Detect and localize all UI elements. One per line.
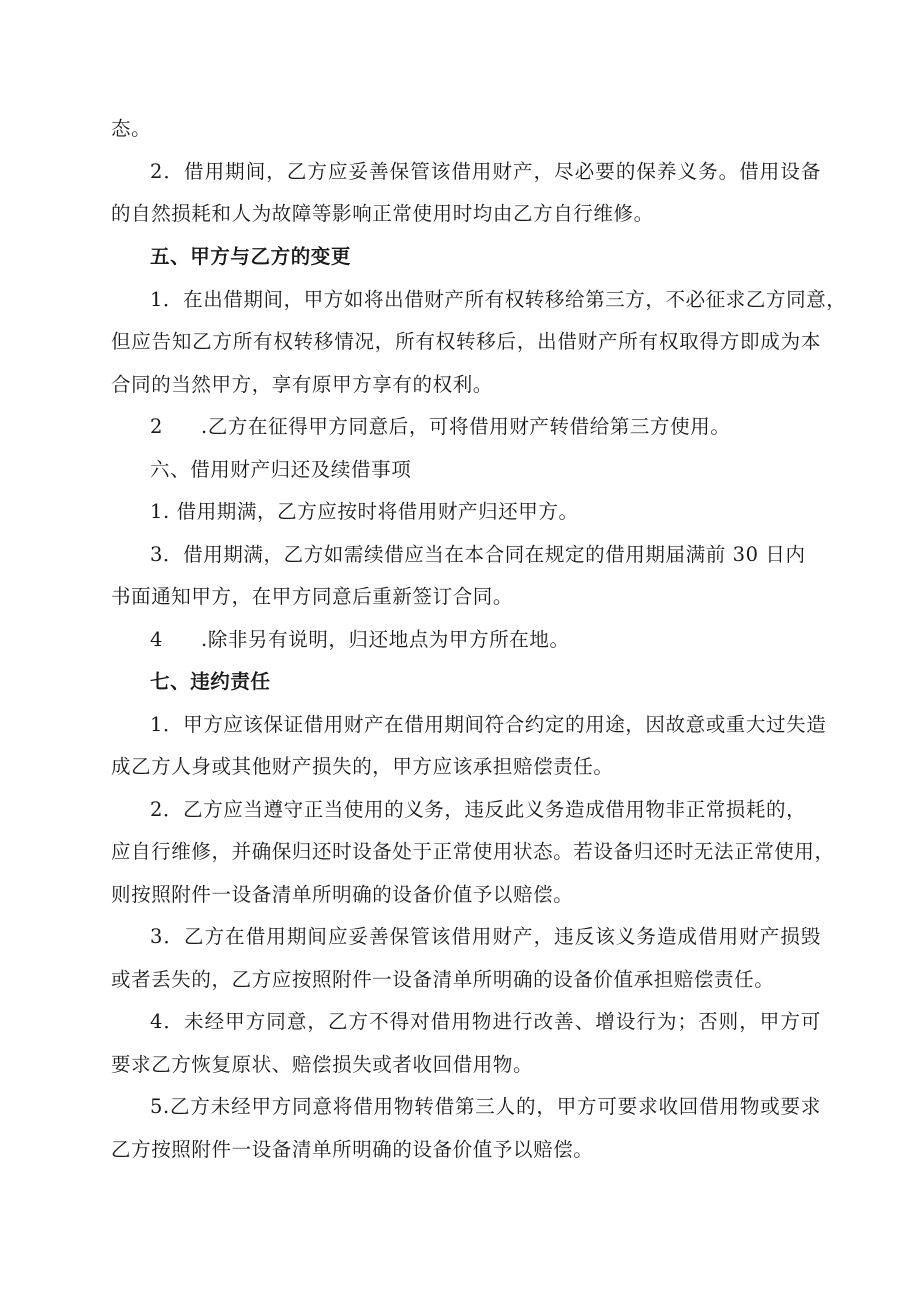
paragraph-line: 3．借用期满，乙方如需续借应当在本合同在规定的借用期届满前 30 日内 — [150, 543, 806, 566]
paragraph-line: 1．甲方应该保证借用财产在借用期间符合约定的用途，因故意或重大过失造 — [150, 713, 827, 736]
paragraph-line: 2．乙方应当遵守正当使用的义务，违反此义务造成借用物非正常损耗的， — [150, 798, 807, 821]
item-number: 4 — [150, 628, 164, 651]
paragraph-line: 5.乙方未经甲方同意将借用物转借第三人的，甲方可要求收回借用物或要求 — [150, 1095, 821, 1118]
paragraph-line: 4．未经甲方同意，乙方不得对借用物进行改善、增设行为；否则，甲方可 — [150, 1010, 821, 1033]
paragraph-line — [150, 628, 821, 652]
section-heading: 六、借用财产归还及续借事项 — [150, 458, 412, 481]
paragraph-line: 态。 — [111, 117, 152, 140]
paragraph-line: 应自行维修，并确保归还时设备处于正常使用状态。若设备归还时无法正常使用， — [111, 840, 835, 863]
item-number: 2 — [150, 415, 164, 438]
paragraph-line: 1．在出借期间，甲方如将出借财产所有权转移给第三方，不必征求乙方同意， — [150, 288, 847, 311]
paragraph-line: 2．借用期间，乙方应妥善保管该借用财产，尽必要的保养义务。借用设备 — [150, 160, 821, 183]
paragraph-line: 合同的当然甲方，享有原甲方享有的权利。 — [111, 373, 493, 396]
paragraph-line: 或者丢失的，乙方应按照附件一设备清单所明确的设备价值承担赔偿责任。 — [111, 968, 775, 991]
item-text: .除非另有说明，归还地点为甲方所在地。 — [201, 628, 570, 651]
paragraph-line: 成乙方人身或其他财产损失的，甲方应该承担赔偿责任。 — [111, 755, 614, 778]
item-text: .乙方在征得甲方同意后，可将借用财产转借给第三方使用。 — [201, 415, 731, 438]
paragraph-line: 但应告知乙方所有权转移情况，所有权转移后，出借财产所有权取得方即成为本 — [111, 330, 821, 353]
paragraph-line: 则按照附件一设备清单所明确的设备价值予以赔偿。 — [111, 883, 574, 906]
paragraph-line — [150, 415, 821, 439]
section-heading: 五、甲方与乙方的变更 — [150, 245, 352, 268]
paragraph-line: 要求乙方恢复原状、赔偿损失或者收回借用物。 — [111, 1053, 534, 1076]
paragraph-line: 的自然损耗和人为故障等影响正常使用时均由乙方自行维修。 — [111, 202, 654, 225]
paragraph-line: 1. 借用期满，乙方应按时将借用财产归还甲方。 — [150, 500, 579, 523]
section-heading: 七、违约责任 — [150, 670, 271, 693]
paragraph-line: 3．乙方在借用期间应妥善保管该借用财产，违反该义务造成借用财产损毁 — [150, 925, 821, 948]
paragraph-line: 书面通知甲方，在甲方同意后重新签订合同。 — [111, 585, 514, 608]
paragraph-line: 乙方按照附件一设备清单所明确的设备价值予以赔偿。 — [111, 1138, 594, 1161]
